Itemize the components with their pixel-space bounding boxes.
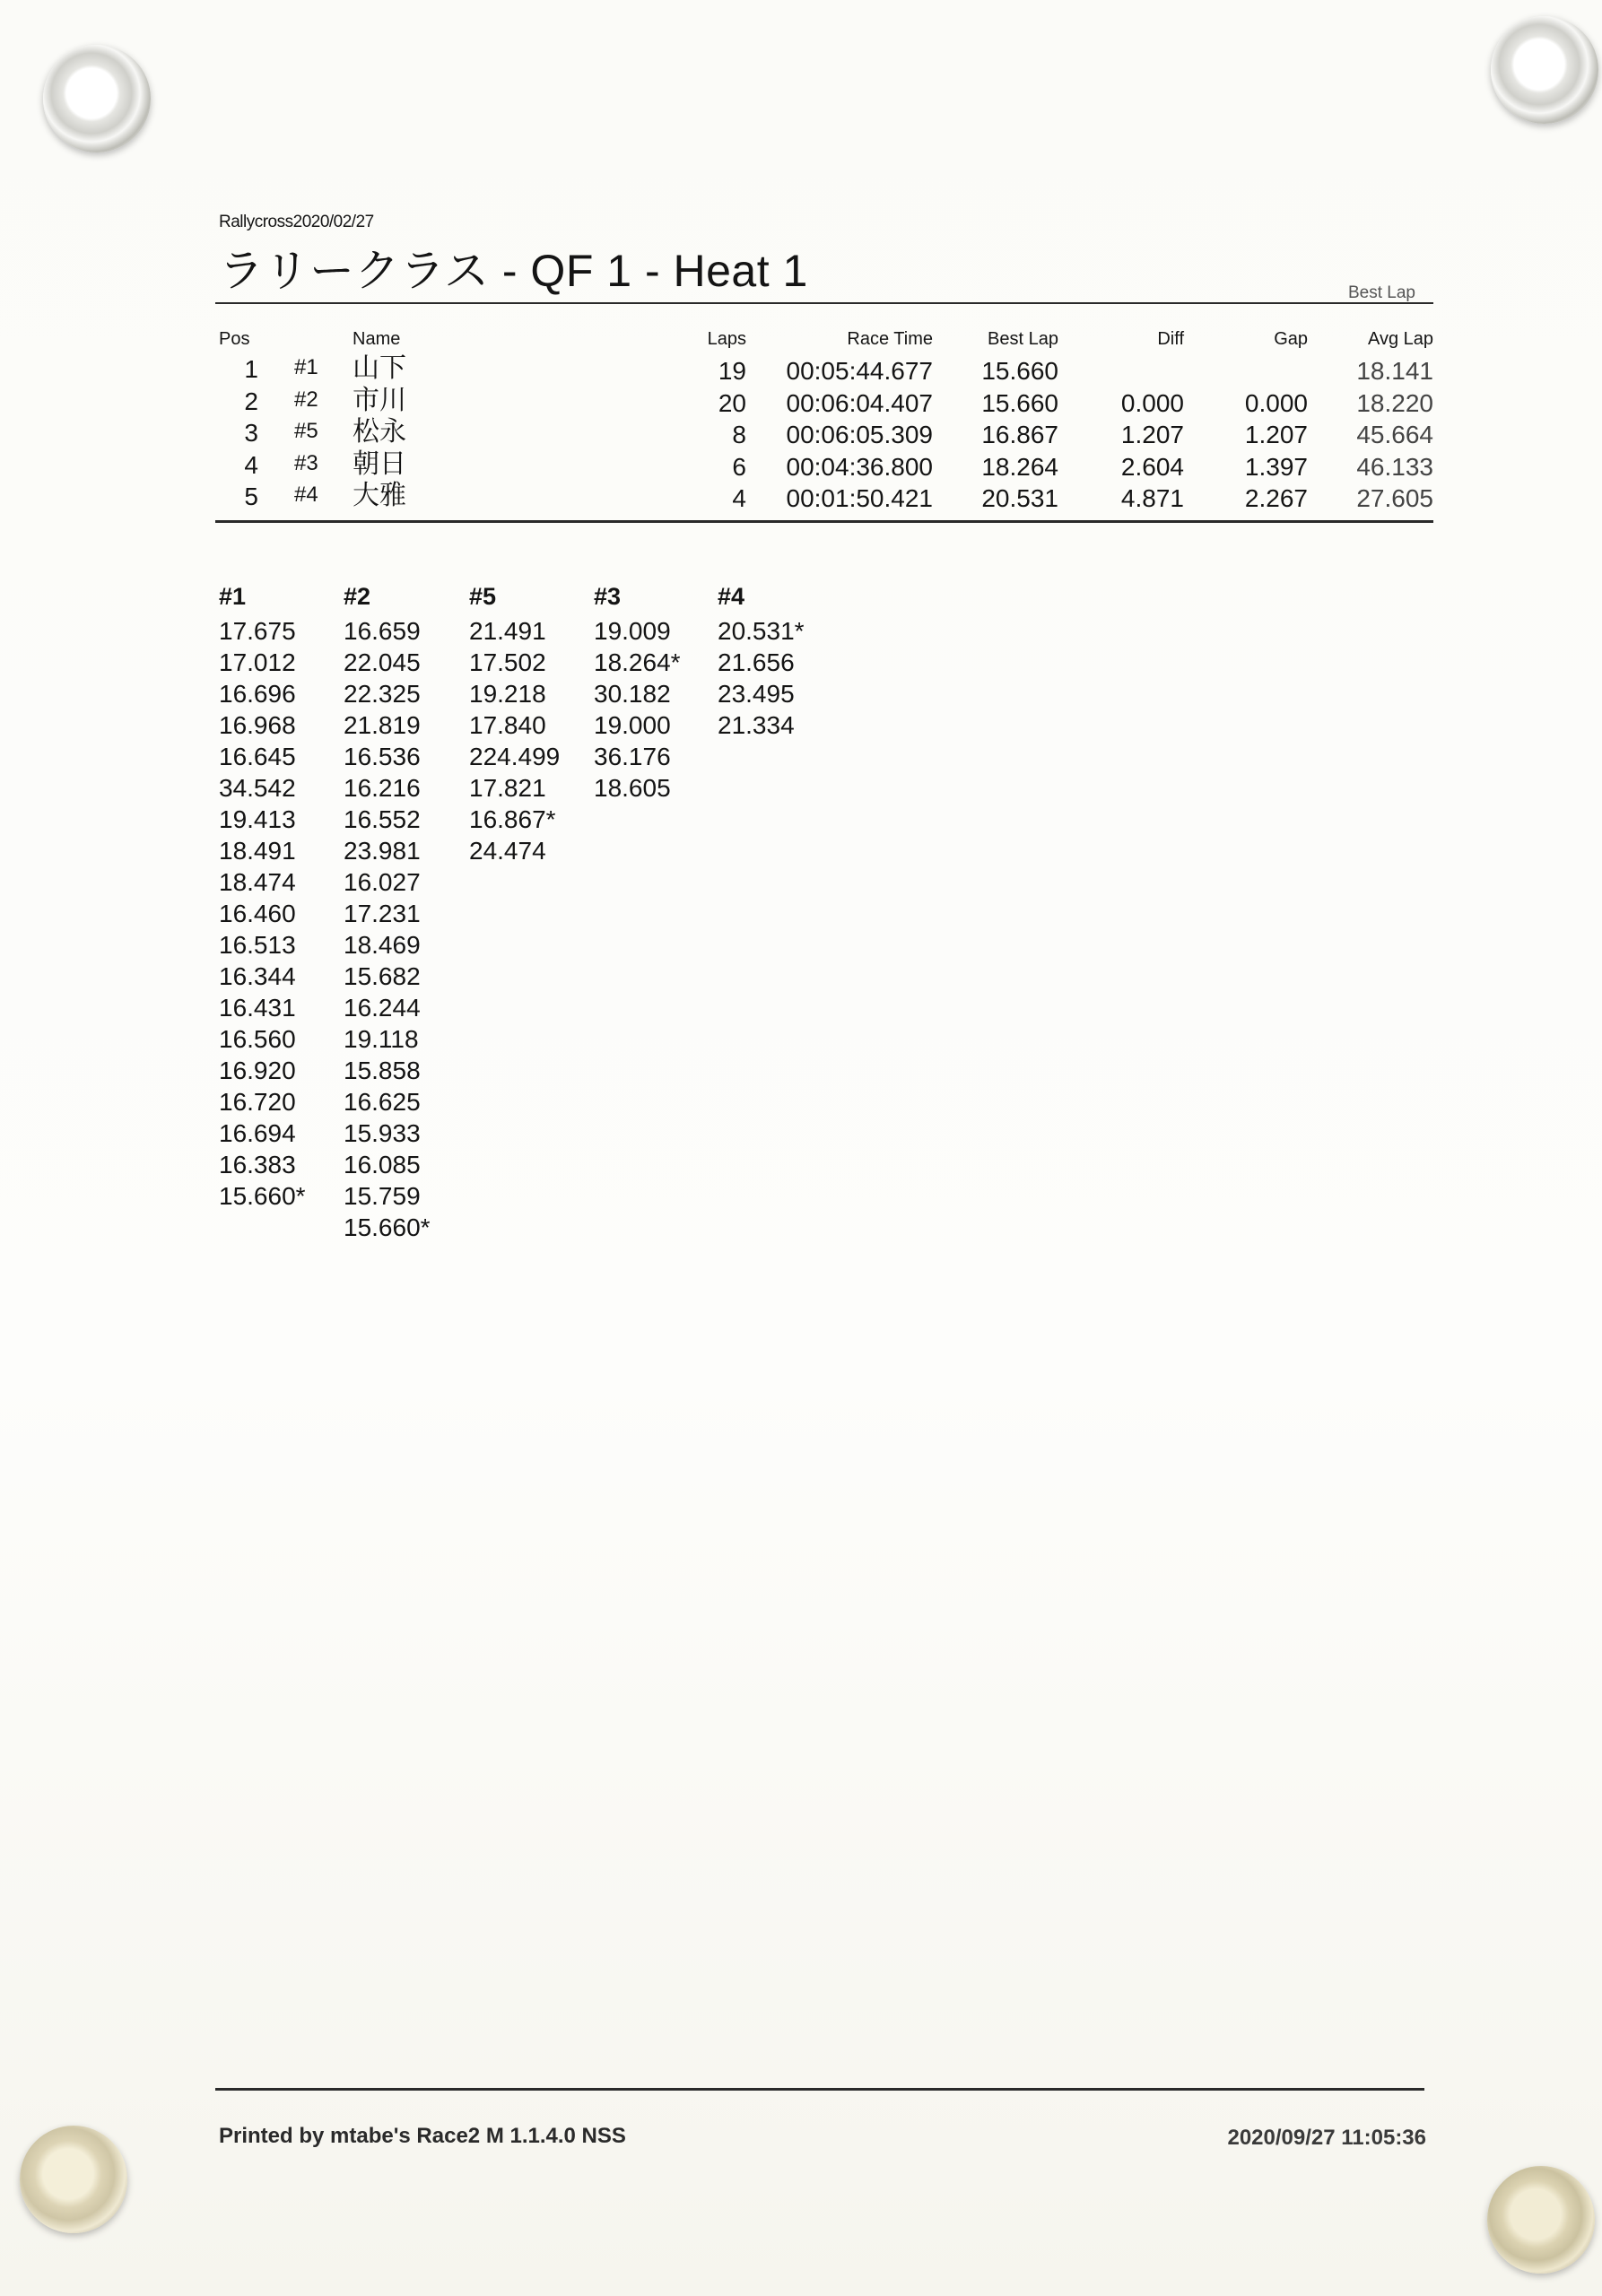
divider — [215, 2088, 1424, 2091]
row-laps: 4 — [732, 484, 746, 512]
lap-time: 16.344 — [219, 962, 296, 990]
row-laps: 6 — [732, 453, 746, 481]
row-race-time: 00:01:50.421 — [786, 484, 933, 512]
lap-time: 21.491 — [469, 617, 546, 645]
row-laps: 20 — [718, 389, 746, 417]
magnet-icon — [1487, 2166, 1595, 2274]
col-header-name: Name — [353, 329, 401, 349]
row-car-number: #2 — [294, 387, 318, 412]
row-gap: 1.207 — [1244, 421, 1308, 448]
lap-time: 17.012 — [219, 648, 296, 676]
lap-time: 16.383 — [219, 1151, 296, 1178]
lap-time: 16.867* — [469, 805, 556, 833]
row-car-number: #4 — [294, 483, 318, 507]
lap-time: 16.536 — [344, 743, 421, 770]
lap-time: 19.000 — [594, 711, 671, 739]
lap-time: 22.045 — [344, 648, 421, 676]
lap-time: 30.182 — [594, 680, 671, 708]
row-driver-name: 山下 — [353, 353, 406, 383]
lap-time: 18.474 — [219, 868, 296, 896]
lap-time: 17.675 — [219, 617, 296, 645]
row-diff: 4.871 — [1120, 484, 1184, 512]
lap-time: 16.552 — [344, 805, 421, 833]
lap-time: 16.560 — [219, 1025, 296, 1053]
row-driver-name: 朝日 — [353, 449, 406, 479]
lap-time: 15.682 — [344, 962, 421, 990]
row-gap: 0.000 — [1244, 389, 1308, 417]
page-title: ラリークラス - QF 1 - Heat 1 — [219, 246, 808, 296]
lap-time: 15.858 — [344, 1057, 421, 1084]
row-diff: 1.207 — [1120, 421, 1184, 448]
row-avg-lap: 45.664 — [1356, 421, 1433, 448]
row-driver-name: 大雅 — [353, 481, 406, 510]
row-pos: 2 — [244, 387, 258, 415]
lap-time: 20.531* — [718, 617, 805, 645]
row-gap: 2.267 — [1244, 484, 1308, 512]
printed-by: Printed by mtabe's Race2 M 1.1.4.0 NSS — [219, 2124, 626, 2148]
lap-time: 18.264* — [594, 648, 681, 676]
lap-time: 224.499 — [469, 743, 561, 770]
row-avg-lap: 27.605 — [1356, 484, 1433, 512]
lap-time: 15.660* — [219, 1182, 306, 1210]
divider — [215, 520, 1433, 523]
lap-time: 21.334 — [718, 711, 795, 739]
row-race-time: 00:04:36.800 — [786, 453, 933, 481]
lap-time: 19.413 — [219, 805, 296, 833]
lap-column-header: #4 — [718, 583, 745, 610]
magnet-icon — [43, 45, 151, 152]
lap-time: 16.645 — [219, 743, 296, 770]
row-avg-lap: 46.133 — [1356, 453, 1433, 481]
magnet-icon — [20, 2126, 127, 2233]
lap-time: 16.460 — [219, 900, 296, 927]
lap-time: 17.821 — [469, 774, 546, 802]
row-best-lap: 15.660 — [981, 357, 1058, 385]
lap-time: 18.605 — [594, 774, 671, 802]
lap-time: 16.244 — [344, 994, 421, 1022]
lap-time: 16.085 — [344, 1151, 421, 1178]
row-driver-name: 市川 — [353, 386, 406, 415]
row-race-time: 00:06:05.309 — [786, 421, 933, 448]
lap-column-header: #3 — [594, 583, 622, 610]
row-diff: 0.000 — [1120, 389, 1184, 417]
row-pos: 5 — [244, 483, 258, 510]
lap-time: 16.920 — [219, 1057, 296, 1084]
lap-time: 16.216 — [344, 774, 421, 802]
row-pos: 3 — [244, 419, 258, 447]
lap-time: 15.933 — [344, 1119, 421, 1147]
lap-time: 16.625 — [344, 1088, 421, 1116]
col-header-race-time: Race Time — [847, 329, 933, 349]
col-header-pos: Pos — [219, 329, 250, 349]
lap-column — [219, 583, 306, 1212]
divider — [215, 302, 1433, 304]
lap-column — [594, 583, 681, 804]
printed-at: 2020/09/27 11:05:36 — [1227, 2126, 1426, 2150]
col-header-gap: Gap — [1274, 329, 1308, 349]
lap-time: 21.819 — [344, 711, 421, 739]
lap-time: 17.502 — [469, 648, 546, 676]
row-best-lap: 15.660 — [981, 389, 1058, 417]
col-header-laps: Laps — [707, 329, 746, 349]
lap-column-header: #5 — [469, 583, 497, 610]
row-driver-name: 松永 — [353, 417, 406, 447]
lap-time: 16.694 — [219, 1119, 296, 1147]
row-car-number: #1 — [294, 355, 318, 379]
row-avg-lap: 18.141 — [1356, 357, 1433, 385]
lap-time: 15.759 — [344, 1182, 421, 1210]
magnet-icon — [1491, 16, 1598, 124]
lap-time: 18.469 — [344, 931, 421, 959]
row-avg-lap: 18.220 — [1356, 389, 1433, 417]
col-header-diff: Diff — [1157, 329, 1184, 349]
row-laps: 19 — [718, 357, 746, 385]
lap-time: 23.981 — [344, 837, 421, 865]
lap-time: 16.720 — [219, 1088, 296, 1116]
row-best-lap: 18.264 — [981, 453, 1058, 481]
lap-time: 23.495 — [718, 680, 795, 708]
lap-time: 16.513 — [219, 931, 296, 959]
row-best-lap: 16.867 — [981, 421, 1058, 448]
lap-time: 16.968 — [219, 711, 296, 739]
lap-time: 17.840 — [469, 711, 546, 739]
row-pos: 4 — [244, 451, 258, 479]
lap-time: 36.176 — [594, 743, 671, 770]
row-laps: 8 — [732, 421, 746, 448]
col-header-best-lap: Best Lap — [988, 329, 1058, 349]
event-name: Rallycross2020/02/27 — [219, 213, 374, 231]
lap-time: 16.431 — [219, 994, 296, 1022]
lap-time: 17.231 — [344, 900, 421, 927]
lap-time: 15.660* — [344, 1213, 431, 1241]
lap-time: 22.325 — [344, 680, 421, 708]
lap-column — [344, 583, 431, 1243]
lap-time: 19.218 — [469, 680, 546, 708]
row-car-number: #3 — [294, 451, 318, 475]
best-lap-label: Best Lap — [1348, 283, 1415, 302]
lap-time: 16.027 — [344, 868, 421, 896]
lap-time: 24.474 — [469, 837, 546, 865]
lap-time: 34.542 — [219, 774, 296, 802]
row-diff: 2.604 — [1120, 453, 1184, 481]
lap-column — [469, 583, 560, 866]
row-pos: 1 — [244, 355, 258, 383]
lap-column — [718, 583, 805, 741]
lap-column-header: #1 — [219, 583, 247, 610]
lap-time: 19.118 — [344, 1025, 419, 1053]
lap-time: 18.491 — [219, 837, 296, 865]
row-gap: 1.397 — [1244, 453, 1308, 481]
lap-time: 19.009 — [594, 617, 671, 645]
lap-time: 16.696 — [219, 680, 296, 708]
row-best-lap: 20.531 — [981, 484, 1058, 512]
row-race-time: 00:05:44.677 — [786, 357, 933, 385]
col-header-avg-lap: Avg Lap — [1367, 329, 1433, 349]
row-car-number: #5 — [294, 419, 318, 443]
row-race-time: 00:06:04.407 — [786, 389, 933, 417]
lap-time: 21.656 — [718, 648, 795, 676]
lap-time: 16.659 — [344, 617, 421, 645]
lap-column-header: #2 — [344, 583, 371, 610]
